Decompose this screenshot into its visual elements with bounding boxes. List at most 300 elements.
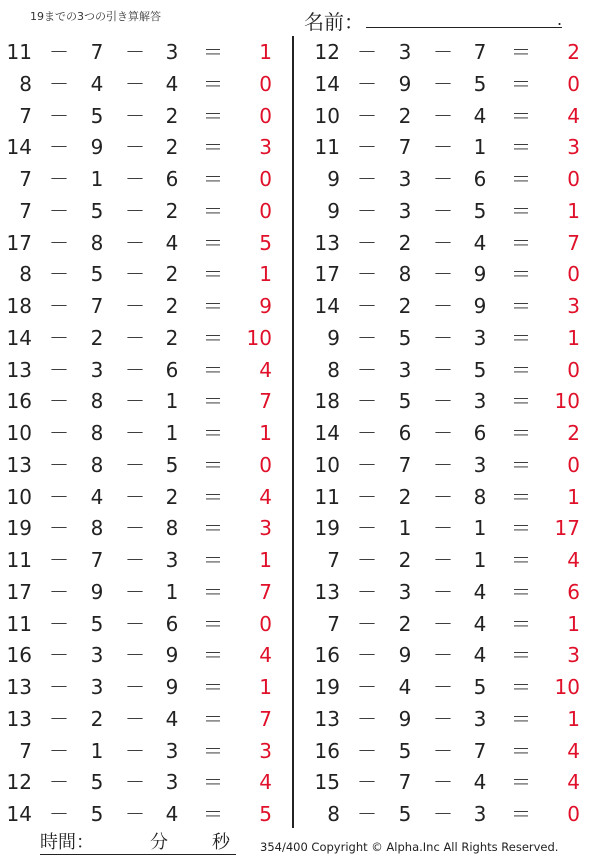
worksheet-title: 19までの3つの引き算解答 — [30, 10, 161, 23]
answer: 3 — [567, 294, 580, 318]
minus-sign: － — [49, 357, 69, 382]
minus-sign: － — [433, 611, 453, 636]
minus-sign: － — [433, 452, 453, 477]
subtrahend-2: 4 — [165, 71, 179, 96]
minus-sign: － — [49, 802, 69, 826]
minus-sign: － — [49, 40, 69, 64]
minus-sign: － — [49, 548, 69, 572]
subtrahend-1: 1 — [90, 738, 104, 763]
minus-sign: － — [433, 421, 453, 445]
minus-sign: － — [49, 167, 69, 191]
minus-sign: － — [49, 325, 69, 350]
subtrahend-1: 7 — [90, 548, 104, 572]
equals-sign: ＝ — [511, 135, 531, 160]
minuend: 10 — [6, 421, 32, 445]
problem-row — [308, 259, 598, 291]
minus-sign: － — [357, 706, 377, 731]
minus-sign: － — [49, 262, 69, 287]
equals-sign: ＝ — [511, 357, 531, 382]
minuend: 17 — [6, 579, 32, 604]
subtrahend-1: 1 — [90, 167, 104, 191]
minus-sign: － — [357, 675, 377, 699]
equals-sign: ＝ — [511, 675, 531, 699]
minuend: 14 — [314, 71, 340, 96]
subtrahend-2: 6 — [473, 167, 487, 191]
subtrahend-2: 1 — [473, 135, 487, 160]
minus-sign: － — [49, 611, 69, 636]
minuend: 11 — [6, 40, 32, 64]
equals-sign: ＝ — [511, 167, 531, 191]
minuend: 11 — [314, 484, 340, 509]
subtrahend-1: 9 — [398, 706, 412, 731]
answer: 1 — [567, 198, 580, 223]
answer: 0 — [567, 452, 580, 477]
subtrahend-2: 4 — [165, 802, 179, 826]
minus-sign: － — [125, 71, 145, 96]
minus-sign: － — [125, 294, 145, 318]
minuend: 10 — [6, 484, 32, 509]
answer: 2 — [567, 421, 580, 445]
problem-row — [308, 196, 598, 228]
subtrahend-1: 5 — [90, 802, 104, 826]
minuend: 8 — [19, 71, 32, 96]
subtrahend-2: 9 — [473, 262, 487, 287]
subtrahend-2: 4 — [473, 230, 487, 255]
subtrahend-1: 9 — [398, 71, 412, 96]
minus-sign: － — [433, 357, 453, 382]
problem-row — [308, 799, 598, 831]
minus-sign: － — [125, 230, 145, 255]
subtrahend-1: 3 — [90, 643, 104, 668]
subtrahend-2: 5 — [473, 357, 487, 382]
subtrahend-1: 2 — [398, 484, 412, 509]
equals-sign: ＝ — [203, 389, 223, 414]
equals-sign: ＝ — [511, 548, 531, 572]
equals-sign: ＝ — [203, 230, 223, 255]
answer: 1 — [259, 262, 272, 287]
copyright-notice: 354/400 Copyright © Alpha.Inc All Rights Reserved. — [260, 840, 559, 854]
minus-sign: － — [49, 643, 69, 668]
subtrahend-2: 4 — [165, 706, 179, 731]
answer: 0 — [567, 802, 580, 826]
problem-row — [308, 482, 598, 514]
problem-row — [0, 69, 290, 101]
subtrahend-1: 5 — [398, 738, 412, 763]
subtrahend-1: 3 — [90, 675, 104, 699]
minuend: 13 — [314, 230, 340, 255]
answer: 1 — [567, 611, 580, 636]
minus-sign: － — [49, 484, 69, 509]
minus-sign: － — [357, 294, 377, 318]
minus-sign: － — [125, 262, 145, 287]
minus-sign: － — [49, 516, 69, 541]
answer: 3 — [259, 516, 272, 541]
minus-sign: － — [357, 357, 377, 382]
equals-sign: ＝ — [511, 71, 531, 96]
problem-row — [0, 482, 290, 514]
answer: 10 — [246, 325, 272, 350]
answer: 3 — [259, 738, 272, 763]
problem-row — [0, 132, 290, 164]
time-label: 時間： — [40, 832, 94, 853]
subtrahend-2: 9 — [165, 675, 179, 699]
minuend: 7 — [19, 167, 32, 191]
time-record — [40, 832, 236, 855]
equals-sign: ＝ — [203, 643, 223, 668]
problem-row — [308, 132, 598, 164]
subtrahend-1: 5 — [398, 325, 412, 350]
equals-sign: ＝ — [511, 738, 531, 763]
minus-sign: － — [125, 484, 145, 509]
minuend: 17 — [6, 230, 32, 255]
equals-sign: ＝ — [203, 579, 223, 604]
minus-sign: － — [125, 389, 145, 414]
minus-sign: － — [125, 103, 145, 128]
equals-sign: ＝ — [511, 579, 531, 604]
left-problem-column — [0, 37, 290, 831]
subtrahend-1: 9 — [398, 643, 412, 668]
answer: 1 — [259, 421, 272, 445]
minuend: 11 — [314, 135, 340, 160]
minus-sign: － — [125, 675, 145, 699]
minus-sign: － — [49, 579, 69, 604]
minus-sign: － — [357, 198, 377, 223]
answer: 5 — [259, 802, 272, 826]
minus-sign: － — [357, 548, 377, 572]
problem-row — [0, 259, 290, 291]
column-divider — [292, 36, 294, 828]
problem-row — [0, 196, 290, 228]
minus-sign: － — [433, 770, 453, 795]
subtrahend-2: 6 — [473, 421, 487, 445]
answer: 0 — [567, 71, 580, 96]
equals-sign: ＝ — [203, 198, 223, 223]
minus-sign: － — [125, 357, 145, 382]
problem-row — [0, 450, 290, 482]
minus-sign: － — [125, 40, 145, 64]
subtrahend-2: 4 — [473, 611, 487, 636]
equals-sign: ＝ — [203, 675, 223, 699]
subtrahend-2: 4 — [473, 643, 487, 668]
minuend: 10 — [314, 452, 340, 477]
subtrahend-2: 1 — [473, 548, 487, 572]
minuend: 16 — [6, 389, 32, 414]
minus-sign: － — [49, 294, 69, 318]
problem-row — [0, 513, 290, 545]
minus-sign: － — [433, 103, 453, 128]
subtrahend-2: 5 — [473, 71, 487, 96]
minuend: 18 — [6, 294, 32, 318]
minus-sign: － — [433, 230, 453, 255]
problem-row — [0, 545, 290, 577]
subtrahend-2: 2 — [165, 135, 179, 160]
minus-sign: － — [125, 643, 145, 668]
problem-row — [308, 609, 598, 641]
minus-sign: － — [49, 230, 69, 255]
equals-sign: ＝ — [511, 40, 531, 64]
minus-sign: － — [125, 706, 145, 731]
equals-sign: ＝ — [203, 40, 223, 64]
minus-sign: － — [49, 389, 69, 414]
equals-sign: ＝ — [203, 770, 223, 795]
subtrahend-2: 1 — [165, 421, 179, 445]
subtrahend-2: 2 — [165, 262, 179, 287]
answer: 4 — [567, 738, 580, 763]
minuend: 7 — [327, 611, 340, 636]
subtrahend-2: 2 — [165, 484, 179, 509]
answer: 3 — [567, 643, 580, 668]
answer: 1 — [259, 40, 272, 64]
subtrahend-2: 6 — [165, 357, 179, 382]
minuend: 7 — [19, 198, 32, 223]
answer: 1 — [259, 548, 272, 572]
subtrahend-1: 7 — [90, 40, 104, 64]
subtrahend-1: 7 — [398, 452, 412, 477]
equals-sign: ＝ — [203, 71, 223, 96]
minus-sign: － — [357, 262, 377, 287]
problem-row — [0, 37, 290, 69]
subtrahend-2: 3 — [473, 325, 487, 350]
subtrahend-1: 3 — [398, 40, 412, 64]
minuend: 19 — [314, 516, 340, 541]
equals-sign: ＝ — [203, 484, 223, 509]
minus-sign: － — [433, 802, 453, 826]
answer: 7 — [259, 389, 272, 414]
equals-sign: ＝ — [203, 294, 223, 318]
answer: 0 — [567, 262, 580, 287]
minus-sign: － — [125, 516, 145, 541]
equals-sign: ＝ — [511, 802, 531, 826]
subtrahend-1: 8 — [90, 516, 104, 541]
minus-sign: － — [49, 421, 69, 445]
minuend: 7 — [327, 548, 340, 572]
minus-sign: － — [357, 103, 377, 128]
subtrahend-2: 7 — [473, 738, 487, 763]
subtrahend-1: 8 — [90, 452, 104, 477]
answer: 7 — [259, 706, 272, 731]
subtrahend-1: 3 — [90, 357, 104, 382]
minus-sign: － — [357, 738, 377, 763]
subtrahend-1: 5 — [398, 389, 412, 414]
answer: 4 — [567, 103, 580, 128]
problem-row — [308, 323, 598, 355]
subtrahend-2: 3 — [473, 452, 487, 477]
subtrahend-2: 5 — [473, 675, 487, 699]
minuend: 8 — [327, 357, 340, 382]
minus-sign: － — [357, 802, 377, 826]
subtrahend-1: 8 — [90, 421, 104, 445]
minus-sign: － — [125, 579, 145, 604]
minus-sign: － — [125, 770, 145, 795]
name-field-end-mark: . — [557, 10, 563, 29]
equals-sign: ＝ — [203, 452, 223, 477]
problem-row — [0, 291, 290, 323]
subtrahend-1: 5 — [90, 770, 104, 795]
subtrahend-1: 7 — [398, 135, 412, 160]
problem-row — [308, 418, 598, 450]
subtrahend-2: 9 — [473, 294, 487, 318]
equals-sign: ＝ — [203, 421, 223, 445]
minuend: 12 — [6, 770, 32, 795]
subtrahend-2: 3 — [473, 706, 487, 731]
minuend: 7 — [19, 738, 32, 763]
minus-sign: － — [357, 484, 377, 509]
subtrahend-1: 2 — [398, 548, 412, 572]
problem-row — [308, 672, 598, 704]
problem-row — [308, 228, 598, 260]
minuend: 8 — [19, 262, 32, 287]
minus-sign: － — [433, 71, 453, 96]
answer: 7 — [567, 230, 580, 255]
equals-sign: ＝ — [203, 738, 223, 763]
minus-sign: － — [357, 611, 377, 636]
subtrahend-1: 2 — [90, 706, 104, 731]
minus-sign: － — [433, 262, 453, 287]
answer: 1 — [567, 484, 580, 509]
minus-sign: － — [125, 135, 145, 160]
equals-sign: ＝ — [511, 325, 531, 350]
answer: 4 — [259, 770, 272, 795]
equals-sign: ＝ — [511, 770, 531, 795]
answer: 4 — [259, 357, 272, 382]
name-label: 名前： — [304, 10, 364, 34]
answer: 0 — [259, 71, 272, 96]
answer: 0 — [567, 167, 580, 191]
minus-sign: － — [433, 294, 453, 318]
minus-sign: － — [125, 421, 145, 445]
subtrahend-1: 7 — [398, 770, 412, 795]
minuend: 7 — [19, 103, 32, 128]
problem-row — [0, 736, 290, 768]
subtrahend-2: 9 — [165, 643, 179, 668]
equals-sign: ＝ — [203, 548, 223, 572]
subtrahend-2: 3 — [473, 389, 487, 414]
minus-sign: － — [49, 706, 69, 731]
answer: 0 — [259, 198, 272, 223]
problem-row — [308, 69, 598, 101]
equals-sign: ＝ — [511, 421, 531, 445]
equals-sign: ＝ — [203, 706, 223, 731]
equals-sign: ＝ — [511, 643, 531, 668]
minus-sign: － — [357, 770, 377, 795]
subtrahend-1: 2 — [398, 103, 412, 128]
minuend: 14 — [6, 802, 32, 826]
minus-sign: － — [357, 452, 377, 477]
subtrahend-2: 3 — [165, 548, 179, 572]
subtrahend-1: 8 — [398, 262, 412, 287]
subtrahend-1: 3 — [398, 357, 412, 382]
problem-row — [308, 577, 598, 609]
subtrahend-1: 1 — [398, 516, 412, 541]
equals-sign: ＝ — [511, 484, 531, 509]
problem-row — [0, 418, 290, 450]
problem-row — [308, 37, 598, 69]
minus-sign: － — [357, 167, 377, 191]
minus-sign: － — [357, 389, 377, 414]
answer: 5 — [259, 230, 272, 255]
answer: 1 — [259, 675, 272, 699]
minuend: 14 — [314, 294, 340, 318]
problem-row — [0, 164, 290, 196]
answer: 0 — [259, 167, 272, 191]
problem-row — [308, 164, 598, 196]
subtrahend-2: 4 — [473, 579, 487, 604]
subtrahend-2: 4 — [473, 770, 487, 795]
equals-sign: ＝ — [511, 294, 531, 318]
problem-row — [308, 291, 598, 323]
minuend: 9 — [327, 325, 340, 350]
problem-row — [308, 704, 598, 736]
problem-row — [0, 323, 290, 355]
minus-sign: － — [49, 71, 69, 96]
minuend: 13 — [6, 706, 32, 731]
answer: 0 — [259, 452, 272, 477]
subtrahend-1: 4 — [90, 484, 104, 509]
answer: 0 — [259, 611, 272, 636]
subtrahend-2: 2 — [165, 103, 179, 128]
subtrahend-1: 5 — [90, 262, 104, 287]
subtrahend-2: 2 — [165, 294, 179, 318]
problem-row — [308, 450, 598, 482]
subtrahend-1: 2 — [398, 230, 412, 255]
equals-sign: ＝ — [511, 198, 531, 223]
minus-sign: － — [49, 675, 69, 699]
equals-sign: ＝ — [511, 516, 531, 541]
subtrahend-1: 2 — [90, 325, 104, 350]
subtrahend-2: 2 — [165, 325, 179, 350]
answer: 6 — [567, 579, 580, 604]
answer: 2 — [567, 40, 580, 64]
answer: 10 — [554, 389, 580, 414]
answer: 4 — [259, 643, 272, 668]
subtrahend-1: 9 — [90, 135, 104, 160]
name-field-line[interactable] — [366, 27, 562, 28]
minus-sign: － — [433, 325, 453, 350]
subtrahend-2: 8 — [473, 484, 487, 509]
subtrahend-1: 4 — [398, 675, 412, 699]
subtrahend-2: 7 — [473, 40, 487, 64]
minuend: 14 — [314, 421, 340, 445]
minuend: 18 — [314, 389, 340, 414]
subtrahend-1: 5 — [90, 103, 104, 128]
problem-row — [0, 704, 290, 736]
equals-sign: ＝ — [203, 262, 223, 287]
minus-sign: － — [125, 198, 145, 223]
minuend: 16 — [314, 643, 340, 668]
minuend: 13 — [314, 579, 340, 604]
minuend: 14 — [6, 135, 32, 160]
minus-sign: － — [357, 643, 377, 668]
minuend: 17 — [314, 262, 340, 287]
minuend: 11 — [6, 611, 32, 636]
minuend: 8 — [327, 802, 340, 826]
minuend: 15 — [314, 770, 340, 795]
problem-row — [308, 545, 598, 577]
subtrahend-1: 4 — [90, 71, 104, 96]
minus-sign: － — [357, 71, 377, 96]
subtrahend-2: 1 — [473, 516, 487, 541]
subtrahend-2: 4 — [473, 103, 487, 128]
minus-sign: － — [357, 516, 377, 541]
equals-sign: ＝ — [203, 135, 223, 160]
equals-sign: ＝ — [203, 167, 223, 191]
minus-sign: － — [125, 738, 145, 763]
subtrahend-1: 3 — [398, 579, 412, 604]
problem-row — [308, 513, 598, 545]
minus-sign: － — [49, 770, 69, 795]
problem-row — [308, 640, 598, 672]
subtrahend-2: 3 — [473, 802, 487, 826]
